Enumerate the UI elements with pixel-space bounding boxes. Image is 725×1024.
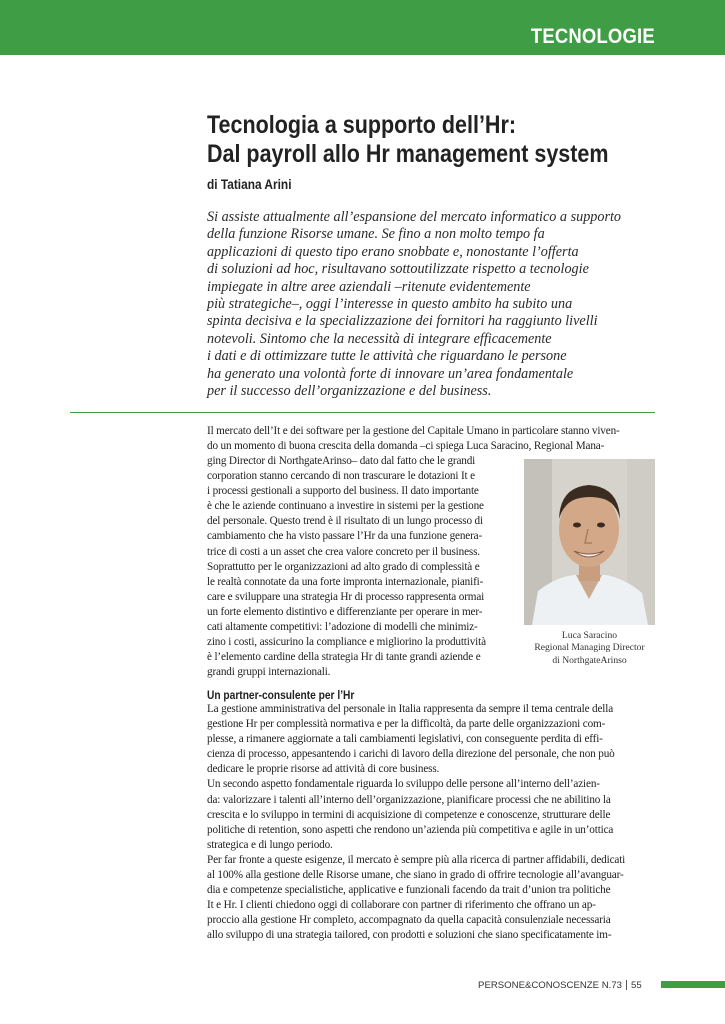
body-line: Un secondo aspetto fondamentale riguarda lo sviluppo delle persone all’interno dell’azien-	[207, 778, 600, 791]
body-line: corporation stanno cercando di non trascurare le dotazioni It e	[207, 470, 475, 483]
body-line: Per far fronte a queste esigenze, il mercato è sempre più alla ricerca di partner affidabili, dedicati	[207, 853, 626, 866]
body-line: politiche di retention, sono aspetti che rendono un’azienda più competitiva e agile in un’ottica	[207, 823, 614, 836]
body-line: do un momento di buona crescita della domanda –ci spiega Luca Saracino, Regional Mana-	[207, 440, 605, 453]
body-line: da: valorizzare i talenti all’interno dell’organizzazione, pianificare processi che ne abilitino la	[207, 793, 611, 806]
caption-line: Regional Managing Director	[534, 642, 645, 654]
byline: di Tatiana Arini	[207, 177, 292, 192]
body-line: gestione Hr per complessità normativa e per la difficoltà, da parte delle organizzazioni com-	[207, 718, 606, 731]
body-line: cienza di processo, appesantendo i carichi di lavoro della direzione del personale, che non può	[207, 748, 615, 761]
article-title	[207, 111, 609, 169]
lead-line: impiegate in altre aree aziendali –ritenute evidentemente	[207, 278, 531, 295]
footer-magazine: PERSONE&CONOSCENZE N.73	[478, 980, 622, 991]
body-line: è che le aziende continuano a investire in sistemi per la gestione	[207, 500, 484, 513]
lead-line: più strategiche–, oggi l’interesse in questo ambito ha subito una	[207, 296, 573, 313]
body-line: Soprattutto per le organizzazioni ad alto grado di complessità e	[207, 560, 480, 573]
body-line: It e Hr. I clienti chiedono oggi di collaborare con partner di riferimento che offrano un ap-	[207, 899, 596, 912]
body-line: cati altamente competitivi: l’adozione di modelli che minimiz-	[207, 621, 478, 634]
page-number: 55	[631, 980, 642, 991]
lead-line: i dati e di ottimizzare tutte le attività che riguardano le persone	[207, 348, 567, 365]
body-line: strategica e di lungo periodo.	[207, 838, 333, 851]
header-bar	[0, 0, 725, 55]
section-divider	[70, 412, 655, 413]
title-line: Tecnologia a supporto dell’Hr:	[207, 111, 516, 139]
portrait-photo	[524, 459, 655, 625]
body-line: dedicare le proprie risorse ad attività di core business.	[207, 763, 440, 776]
lead-line: spinta decisiva e la specializzazione dei fornitori ha raggiunto livelli	[207, 313, 598, 330]
body-line: proccio alla gestione Hr completo, accompagnato da quella capacità consulenziale necessaria	[207, 914, 611, 927]
photo-caption	[524, 630, 655, 667]
body-line: del personale. Questo trend è il risultato di un lungo processo di	[207, 515, 483, 528]
footer-accent-bar	[661, 981, 725, 988]
subheading: Un partner-consulente per l’Hr	[207, 688, 355, 702]
lead-line: applicazioni di questo tipo erano snobbate e, nonostante l’offerta	[207, 243, 579, 260]
footer-separator	[626, 980, 627, 990]
body-line: al 100% alla gestione delle Risorse umane, che siano in grado di offrire tecnologie all’avanguar-	[207, 869, 624, 882]
section-title: TECNOLOGIE	[531, 25, 655, 48]
caption-line: di NorthgateArinso	[552, 654, 627, 666]
lead-line: di soluzioni ad hoc, risultavano sottoutilizzate rispetto a tecnologie	[207, 261, 589, 278]
body-line: plesse, a rimanere aggiornate a tali cambiamenti legislativi, con conseguente perdita di effi-	[207, 733, 603, 746]
body-line: Il mercato dell’It e dei software per la gestione del Capitale Umano in particolare stanno viven-	[207, 425, 620, 437]
body-line: La gestione amministrativa del personale in Italia rappresenta da sempre il tema centrale della	[207, 703, 614, 715]
lead-paragraph	[207, 209, 667, 400]
body-line: allo sviluppo di una strategia tailored, con prodotti e soluzioni che siano specificatamente im-	[207, 929, 612, 942]
lead-line: ha generato una volontà forte di innovare un’area fondamentale	[207, 365, 574, 382]
body-line: zino i costi, assicurino la compliance e migliorino la produttività	[207, 636, 486, 649]
body-line: le realtà connotate da una forte impronta internazionale, pianifi-	[207, 575, 484, 588]
intro-full-width	[207, 424, 657, 454]
body-line: un forte elemento distintivo e differenziante per operare in mer-	[207, 605, 483, 618]
intro-column	[207, 454, 517, 680]
body-line: è l’elemento cardine della strategia Hr di tante grandi aziende e	[207, 651, 481, 664]
lead-line: per il successo dell’organizzazione e del business.	[207, 383, 492, 400]
lead-line: della funzione Risorse umane. Se fino a non molto tempo fa	[207, 226, 545, 243]
body-line: ging Director di NorthgateArinso– dato dal fatto che le grandi	[207, 455, 476, 467]
lead-line: Si assiste attualmente all’espansione del mercato informatico a supporto	[207, 209, 622, 225]
portrait-image	[524, 459, 655, 625]
body-line: crescita e lo sviluppo in termini di acquisizione di competenze e conoscenze, strutturare delle	[207, 808, 611, 821]
body-line: cambiamento che ha visto passare l’Hr da una funzione genera-	[207, 530, 483, 543]
body-line: dia e competenze specialistiche, applicative e funzionali facendo da trait d’union tra politiche	[207, 884, 611, 897]
body-line: i processi gestionali a supporto del business. Il dato importante	[207, 485, 479, 498]
title-line: Dal payroll allo Hr management system	[207, 140, 609, 168]
section-body	[207, 702, 657, 944]
body-line: trice di costi a un asset che crea valore concreto per il business.	[207, 545, 480, 558]
body-line: care e sviluppare una strategia Hr di processo rappresenta ormai	[207, 590, 485, 603]
caption-line: Luca Saracino	[561, 630, 618, 641]
body-line: grandi gruppi internazionali.	[207, 666, 331, 679]
lead-line: notevoli. Sintomo che la necessità di integrare efficacemente	[207, 330, 552, 347]
